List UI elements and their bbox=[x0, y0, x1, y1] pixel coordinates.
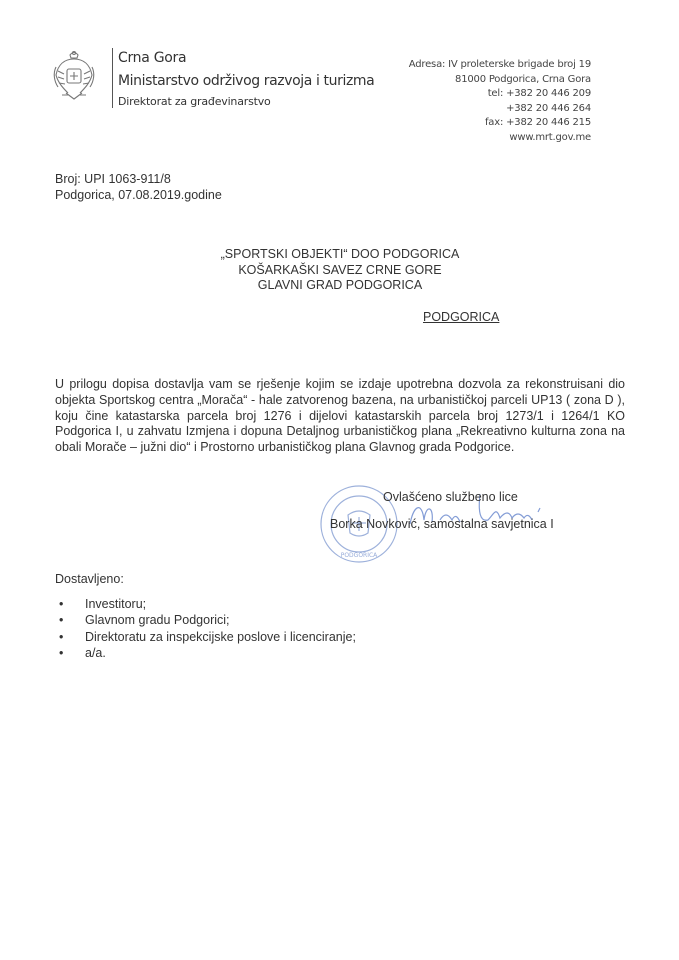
fax: fax: +382 20 446 215 bbox=[484, 117, 591, 128]
body-paragraph: U prilogu dopisa dostavlja vam se rješenje kojim se izdaje upotrebna dozvola za rekonstruisani dio objekta Sportskog centra „Morača“ - hale zatvorenog bazena, na urbanističkoj parceli UP13 ( zona D ), koju čine katastarska parcela broj 1276 i dijelovi katastarskih parcela broj 1273/1 i 1264/1 KO Podgorica I, u zahvatu Izmjena i dopuna Detaljnog urbanističkog plana „Rekreativno kulturna zona na obali Morače – južni dio“ i Prostorno urbanističkog plana Glavnog grada Podgorice. bbox=[55, 377, 625, 455]
signatory-title: Ovlašćeno službeno lice bbox=[383, 490, 518, 504]
letterhead-directorate: Direktorat za građevinarstvo bbox=[118, 95, 271, 108]
list-item: • Direktoratu za inspekcijske poslove i licenciranje; bbox=[55, 629, 356, 645]
place-date: Podgorica, 07.08.2019.godine bbox=[55, 187, 222, 202]
coat-of-arms-icon bbox=[52, 49, 96, 101]
distribution-list bbox=[55, 596, 356, 662]
header-divider bbox=[112, 48, 113, 108]
recipient-line: GLAVNI GRAD PODGORICA bbox=[257, 278, 423, 292]
distribution-label: Dostavljeno: bbox=[55, 572, 124, 586]
phone-1: tel: +382 20 446 209 bbox=[487, 88, 591, 99]
address-line: Adresa: IV proleterske brigade broj 19 bbox=[408, 59, 591, 70]
website-link[interactable]: www.mrt.gov.me bbox=[509, 131, 591, 143]
address-city: 81000 Podgorica, Crna Gora bbox=[455, 73, 591, 85]
phone-2: +382 20 446 264 bbox=[506, 102, 591, 114]
signatory-name: Borka Novković, samostalna savjetnica I bbox=[330, 517, 554, 531]
contact-block bbox=[409, 58, 591, 145]
list-item: • Glavnom gradu Podgorici; bbox=[55, 612, 356, 628]
recipient-line: KOŠARKAŠKI SAVEZ CRNE GORE bbox=[238, 262, 442, 277]
list-item: • Investitoru; bbox=[55, 596, 356, 612]
recipient-city: PODGORICA bbox=[423, 310, 500, 324]
letterhead-country: Crna Gora bbox=[118, 50, 187, 66]
list-item: • a/a. bbox=[55, 645, 356, 661]
reference-block bbox=[55, 172, 222, 203]
reference-number: Broj: UPI 1063-911/8 bbox=[55, 172, 171, 186]
svg-text:PODGORICA: PODGORICA bbox=[340, 552, 378, 559]
letterhead-ministry: Ministarstvo održivog razvoja i turizma bbox=[118, 73, 375, 89]
recipients-block bbox=[190, 247, 490, 294]
recipient-line: „SPORTSKI OBJEKTI“ DOO PODGORICA bbox=[220, 247, 460, 261]
